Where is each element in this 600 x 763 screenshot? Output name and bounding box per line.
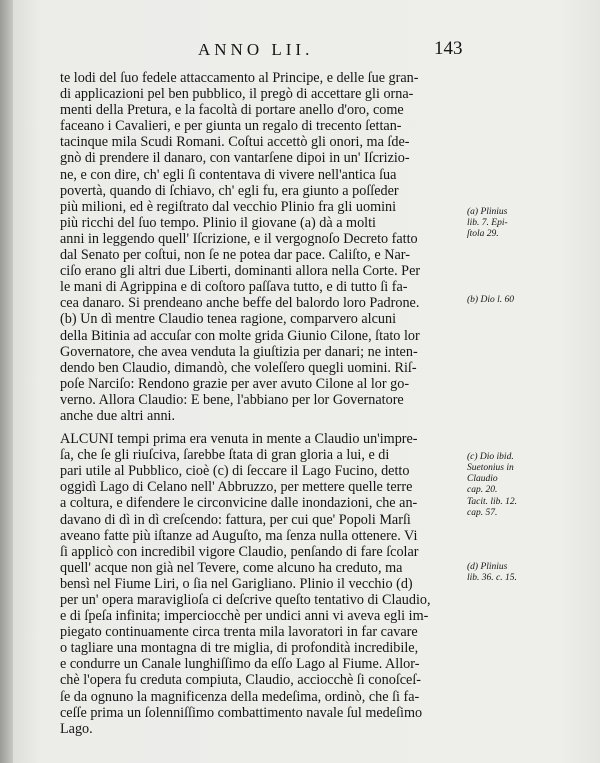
text-line: anche due altri anni. bbox=[60, 407, 176, 424]
margin-note: (b) Dio l. 60 bbox=[467, 295, 514, 305]
text-line: ſe da ognuno la magnificenza della medeſima, ordinò, che ſi fa- bbox=[60, 688, 420, 705]
text-line: della Bitinia ad accuſar con molte grida Giunio Cilone, ſtato lor bbox=[60, 327, 420, 344]
text-line: cea danaro. Si prendeano anche beffe del balordo loro Padrone. bbox=[60, 295, 420, 312]
margin-note: ſtola 29. bbox=[467, 229, 499, 239]
text-line: davano di dì in dì creſcendo: fattura, per cui que' Popoli Marſi bbox=[60, 511, 411, 528]
text-line: ALCUNI tempi prima era venuta in mente a Claudio un'impre- bbox=[60, 431, 418, 448]
page-gutter-edge bbox=[0, 0, 13, 763]
text-line: quell' acque non già nel Tevere, come alcuno ha creduto, ma bbox=[60, 559, 403, 576]
margin-note: lib. 7. Epi- bbox=[467, 218, 508, 228]
text-line: bensì nel Fiume Liri, o ſia nel Garigliano. Plinio il vecchio (d) bbox=[60, 575, 413, 592]
text-line: povertà, quando di ſchiavo, ch' egli fu, era giunto a poſſeder bbox=[60, 182, 399, 199]
text-line: di applicazioni pel ben pubblico, il pregò di accettare gli orna- bbox=[60, 86, 414, 103]
text-line: faceano i Cavalieri, e per giunta un regalo di trecento ſettan- bbox=[60, 118, 402, 135]
margin-note: (a) Plinius bbox=[467, 207, 508, 217]
text-line: menti della Pretura, e la facoltà di portare anello d'oro, come bbox=[60, 102, 404, 119]
page-number: 143 bbox=[434, 38, 463, 59]
margin-note: Claudio bbox=[467, 474, 498, 484]
text-line: tacinque mila Scudi Romani. Coſtui accettò gli onori, ma ſde- bbox=[60, 134, 410, 151]
text-line: pari utile al Pubblico, cioè (c) di ſeccare il Lago Fucino, detto bbox=[60, 463, 410, 480]
margin-note: cap. 20. bbox=[467, 485, 498, 495]
text-line: poſe Narciſo: Rendono grazie per aver avuto Cilone al lor go- bbox=[60, 375, 410, 392]
text-line: aveano fatte più iſtanze ad Auguſto, ma ſenza nulla ottenere. Vi bbox=[60, 527, 418, 544]
text-line: dal Senato per coſtui, non ſe ne potea dar pace. Caliſto, e Nar- bbox=[60, 247, 410, 264]
margin-note: cap. 57. bbox=[467, 508, 498, 518]
text-line: ne, e con dire, ch' egli ſi contentava di vivere nell'antica ſua bbox=[60, 166, 397, 183]
text-line: e condurre un Canale lunghiſſimo da eſſo Lago al Fiume. Allor- bbox=[60, 656, 420, 673]
text-line: (b) Un dì mentre Claudio tenea ragione, comparvero alcuni bbox=[60, 311, 397, 328]
margin-note: (d) Plinius bbox=[467, 562, 508, 572]
text-line: le mani di Agrippina e di coſtoro paſſava tutto, e di tutto ſi fa- bbox=[60, 279, 408, 296]
text-line: chè l'opera fu creduta compiuta, Claudio, acciocchè ſi conoſceſ- bbox=[60, 672, 422, 689]
text-line: gnò di prendere il danaro, con vantarſene dipoi in un' Iſcrizio- bbox=[60, 150, 410, 167]
text-line: più ricchi del ſuo tempo. Plinio il giovane (a) dà a molti bbox=[60, 214, 376, 231]
text-line: dendo ben Claudio, dimandò, che voleſſero quegli uomini. Riſ- bbox=[60, 359, 417, 376]
margin-note: Tacit. lib. 12. bbox=[467, 497, 518, 507]
text-line: te lodi del ſuo fedele attaccamento al Principe, e delle ſue gran- bbox=[60, 70, 419, 86]
margin-note: lib. 36. c. 15. bbox=[467, 573, 517, 583]
text-line: anni in leggendo quell' Iſcrizione, e il vergognoſo Decreto fatto bbox=[60, 230, 418, 247]
margin-note: (c) Dio ibid. bbox=[467, 452, 514, 462]
text-line: Lago. bbox=[60, 720, 93, 737]
paragraph bbox=[60, 431, 462, 737]
text-line: oggidì Lago di Celano nell' Abbruzzo, per mettere quelle terre bbox=[60, 479, 413, 496]
body-text bbox=[60, 70, 462, 737]
text-line: verno. Allora Claudio: E bene, l'abbiano per lor Governatore bbox=[60, 391, 404, 408]
text-line: a coltura, e difendere le circonvicine dalle inondazioni, che an- bbox=[60, 495, 418, 512]
margin-note: Suetonius in bbox=[467, 463, 514, 473]
text-line: ſa, che ſe gli riuſciva, ſarebbe ſtata di gran gloria a lui, e di bbox=[60, 447, 390, 464]
text-line: ciſo erano gli altri due Liberti, dominanti allora nella Corte. Per bbox=[60, 263, 421, 280]
text-line: più milioni, ed è regiſtrato dal vecchio Plinio fra gli uomini bbox=[60, 198, 397, 215]
text-line: Governatore, che avea venduta la giuſtizia per danari; ne inten- bbox=[60, 343, 418, 360]
running-header-title: ANNO LII. bbox=[198, 40, 314, 59]
text-line: per un' opera maraviglioſa ci deſcrive queſto tentativo di Claudio, bbox=[60, 592, 431, 608]
text-line: o tagliare una montagna di tre miglia, di profondità incredibile, bbox=[60, 640, 419, 657]
text-line: e di ſpeſa infinita; imperciocchè per undici anni vi aveva egli im- bbox=[60, 608, 429, 625]
text-line: ſi applicò con incredibil vigore Claudio, penſando di fare ſcolar bbox=[60, 543, 419, 560]
text-line: ceſſe prima un ſolenniſſimo combattimento navale ſul medeſimo bbox=[60, 704, 423, 721]
paragraph bbox=[60, 70, 462, 424]
text-line: piegato continuamente circa trenta mila lavoratori in far cavare bbox=[60, 624, 418, 641]
